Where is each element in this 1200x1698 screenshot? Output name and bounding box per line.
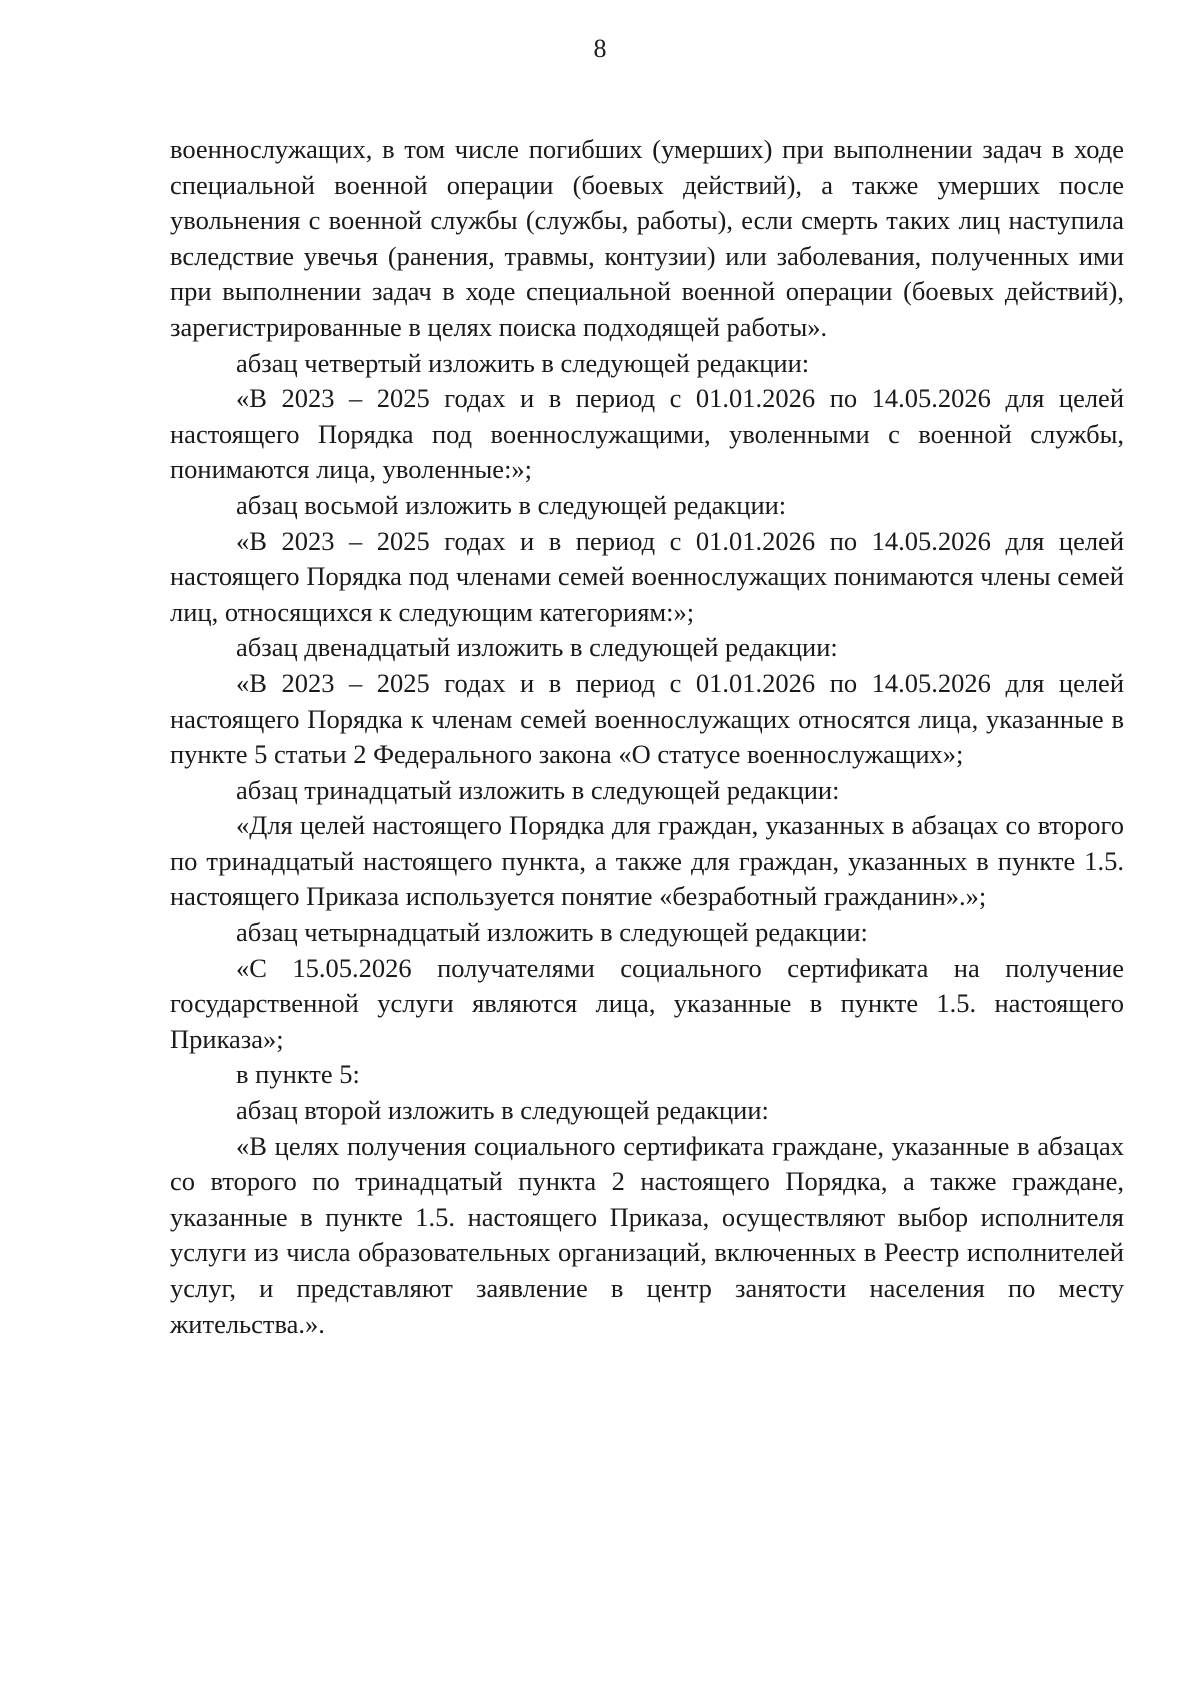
paragraph-instruction: абзац тринадцатый изложить в следующей редакции: [236, 774, 840, 805]
paragraph-quote: «В 2023 – 2025 годах и в период с 01.01.2026 по 14.05.2026 для целей настоящего Порядка под членами семей военнослужащих понимаются члены семей лиц, относящихся к следующим категориям:»; [170, 525, 1124, 627]
paragraph-quote: «В целях получения социального сертификата граждане, указанные в абзацах со второго по тринадцатый пункта 2 настоящего Порядка, а также граждане, указанные в пункте 1.5. настоящего Приказа, осуществляют выбор исполнителя услуги из числа образовательных организаций, включенных в Реестр исполнителей услуг, и представляют заявление в центр занятости населения по месту жительства.». [170, 1130, 1124, 1339]
paragraph-instruction: абзац восьмой изложить в следующей редакции: [236, 489, 787, 520]
paragraph-quote: «В 2023 – 2025 годах и в период с 01.01.2026 по 14.05.2026 для целей настоящего Порядка под военнослужащими, уволенными с военной службы, понимаются лица, уволенные:»; [170, 383, 1124, 485]
paragraph-instruction: абзац четвертый изложить в следующей редакции: [236, 347, 810, 378]
page-number: 8 [593, 34, 607, 63]
paragraph-instruction: абзац второй изложить в следующей редакции: [236, 1095, 769, 1126]
paragraph-instruction: абзац четырнадцатый изложить в следующей редакции: [236, 917, 868, 948]
paragraph-quote: «С 15.05.2026 получателями социального сертификата на получение государственной услуги являются лица, указанные в пункте 1.5. настоящего Приказа»; [170, 952, 1124, 1054]
document-body [170, 132, 1124, 1342]
paragraph-quote: «В 2023 – 2025 годах и в период с 01.01.2026 по 14.05.2026 для целей настоящего Порядка к членам семей военнослужащих относятся лица, указанные в пункте 5 статьи 2 Федерального закона «О статусе военнослужащих»; [170, 667, 1124, 770]
paragraph-instruction: абзац двенадцатый изложить в следующей редакции: [236, 632, 838, 663]
paragraph-continuation: военнослужащих, в том числе погибших (умерших) при выполнении задач в ходе специальной военной операции (боевых действий), а также умерших после увольнения с военной службы (службы, работы), если смерть таких лиц наступила вследствие увечья (ранения, травмы, контузии) или заболевания, полученных ими при выполнении задач в ходе специальной военной операции (боевых действий), зарегистрированные в целях поиска подходящей работы». [170, 134, 1124, 342]
paragraph-instruction: в пункте 5: [236, 1059, 360, 1090]
paragraph-quote: «Для целей настоящего Порядка для граждан, указанных в абзацах со второго по тринадцатый настоящего пункта, а также для граждан, указанных в пункте 1.5. настоящего Приказа используется понятие «безработный гражданин».»; [170, 810, 1124, 912]
